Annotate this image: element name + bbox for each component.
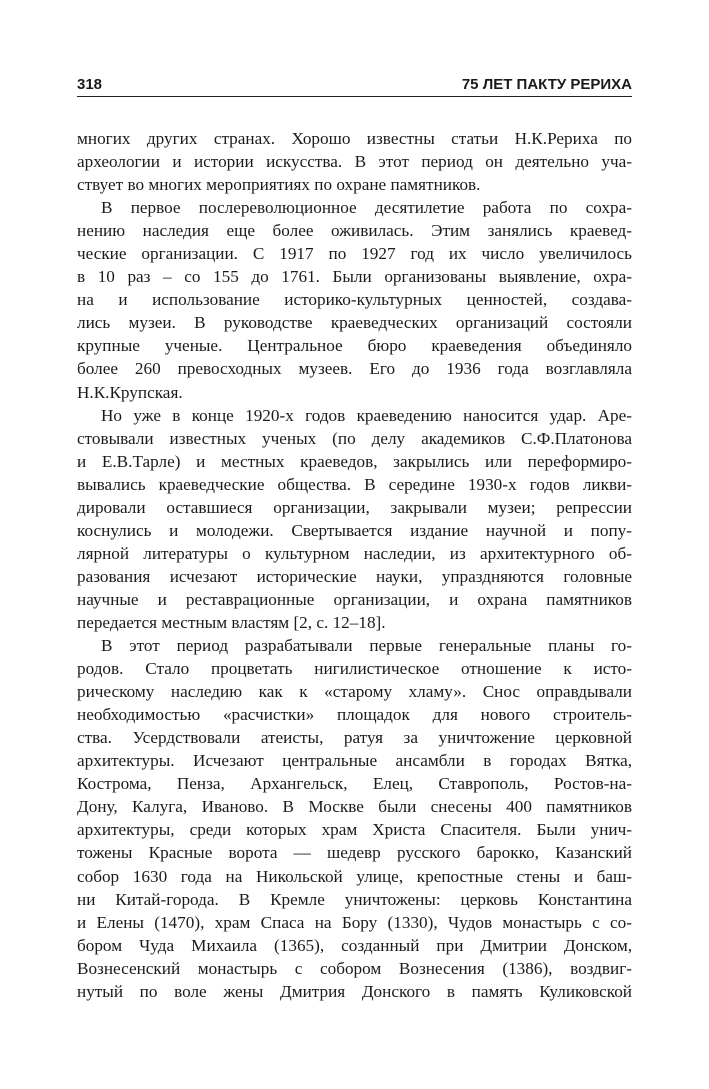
text-line: Кострома, Пенза, Архангельск, Елец, Ставрополь, Ростов-на- [77, 774, 632, 794]
book-page [77, 70, 632, 1003]
paragraph [77, 404, 632, 634]
text-line: разования исчезают исторические науки, упраздняются головные [77, 566, 632, 586]
text-line: лярной литературы о культурном наследии, из архитектурного об- [77, 543, 632, 563]
text-line: и Е.В.Тарле) и местных краеведов, закрылись или переформиро- [77, 451, 632, 471]
text-line: Н.К.Крупская. [77, 382, 183, 402]
text-line: научные и реставрационные организации, и охрана памятников [77, 589, 632, 609]
text-line: на и использование историко-культурных ценностей, создава- [77, 290, 632, 310]
text-line: собор 1630 года на Никольской улице, крепостные стены и баш- [77, 866, 632, 886]
text-line: Но уже в конце 1920-х годов краеведению наносится удар. Аре- [101, 405, 632, 425]
text-line: необходимостью «расчистки» площадок для нового строитель- [77, 705, 632, 725]
text-line: В этот период разрабатывали первые генеральные планы го- [101, 636, 632, 656]
text-line: бором Чуда Михаила (1365), созданный при Дмитрии Донском, [77, 935, 632, 955]
text-line: и Елены (1470), храм Спаса на Бору (1330), Чудов монастырь с со- [77, 912, 632, 932]
text-line: архитектуры, среди которых храм Христа Спасителя. Были унич- [77, 820, 632, 840]
text-line: более 260 превосходных музеев. Его до 1936 года возглавляла [77, 359, 632, 379]
text-line: в 10 раз – со 155 до 1761. Были организованы выявление, охра- [77, 267, 632, 287]
text-line: В первое послереволюционное десятилетие работа по сохра- [101, 198, 632, 218]
text-line: вывались краеведческие общества. В середине 1930-х годов ликви- [77, 474, 632, 494]
text-line: Дону, Калуга, Иваново. В Москве были снесены 400 памятников [77, 797, 632, 817]
text-line: рическому наследию как к «старому хламу». Снос оправдывали [77, 682, 632, 702]
body-text [77, 127, 632, 1003]
running-title: 75 ЛЕТ ПАКТУ РЕРИХА [461, 76, 632, 93]
text-line: стовывали известных ученых (по делу академиков С.Ф.Платонова [77, 428, 632, 448]
paragraph [77, 127, 632, 196]
text-line: нутый по воле жены Дмитрия Донского в память Куликовской [77, 981, 632, 1001]
text-line: ни Китай-города. В Кремле уничтожены: церковь Константина [77, 889, 632, 909]
page-number: 318 [77, 76, 103, 93]
text-line: архитектуры. Исчезают центральные ансамбли в городах Вятка, [77, 751, 632, 771]
text-line: многих других странах. Хорошо известны статьи Н.К.Рериха по [77, 129, 632, 148]
text-line: Вознесенский монастырь с собором Вознесения (1386), воздвиг- [77, 958, 632, 978]
text-line: ствует во многих мероприятиях по охране памятников. [77, 175, 481, 195]
paragraph [77, 634, 632, 1003]
text-line: нению наследия еще более оживилась. Этим занялись краевед- [77, 221, 632, 241]
text-line: коснулись и молодежи. Свертывается издание научной и попу- [77, 520, 632, 540]
text-line: археологии и истории искусства. В этот период он деятельно уча- [77, 152, 632, 172]
text-line: ческие организации. С 1917 по 1927 год их число увеличилось [77, 244, 632, 264]
paragraph [77, 196, 632, 403]
text-line: лись музеи. В руководстве краеведческих организаций состояли [77, 313, 632, 333]
text-line: передается местным властям [2, с. 12–18]. [77, 612, 386, 632]
text-line: крупные ученые. Центральное бюро краеведения объединяло [77, 336, 632, 356]
text-line: дировали оставшиеся организации, закрывали музеи; репрессии [77, 497, 632, 517]
text-line: ства. Усердствовали атеисты, ратуя за уничтожение церковной [77, 728, 632, 748]
text-line: тожены Красные ворота — шедевр русского барокко, Казанский [77, 843, 632, 863]
running-header [77, 76, 632, 97]
text-line: родов. Стало процветать нигилистическое отношение к исто- [77, 659, 632, 679]
